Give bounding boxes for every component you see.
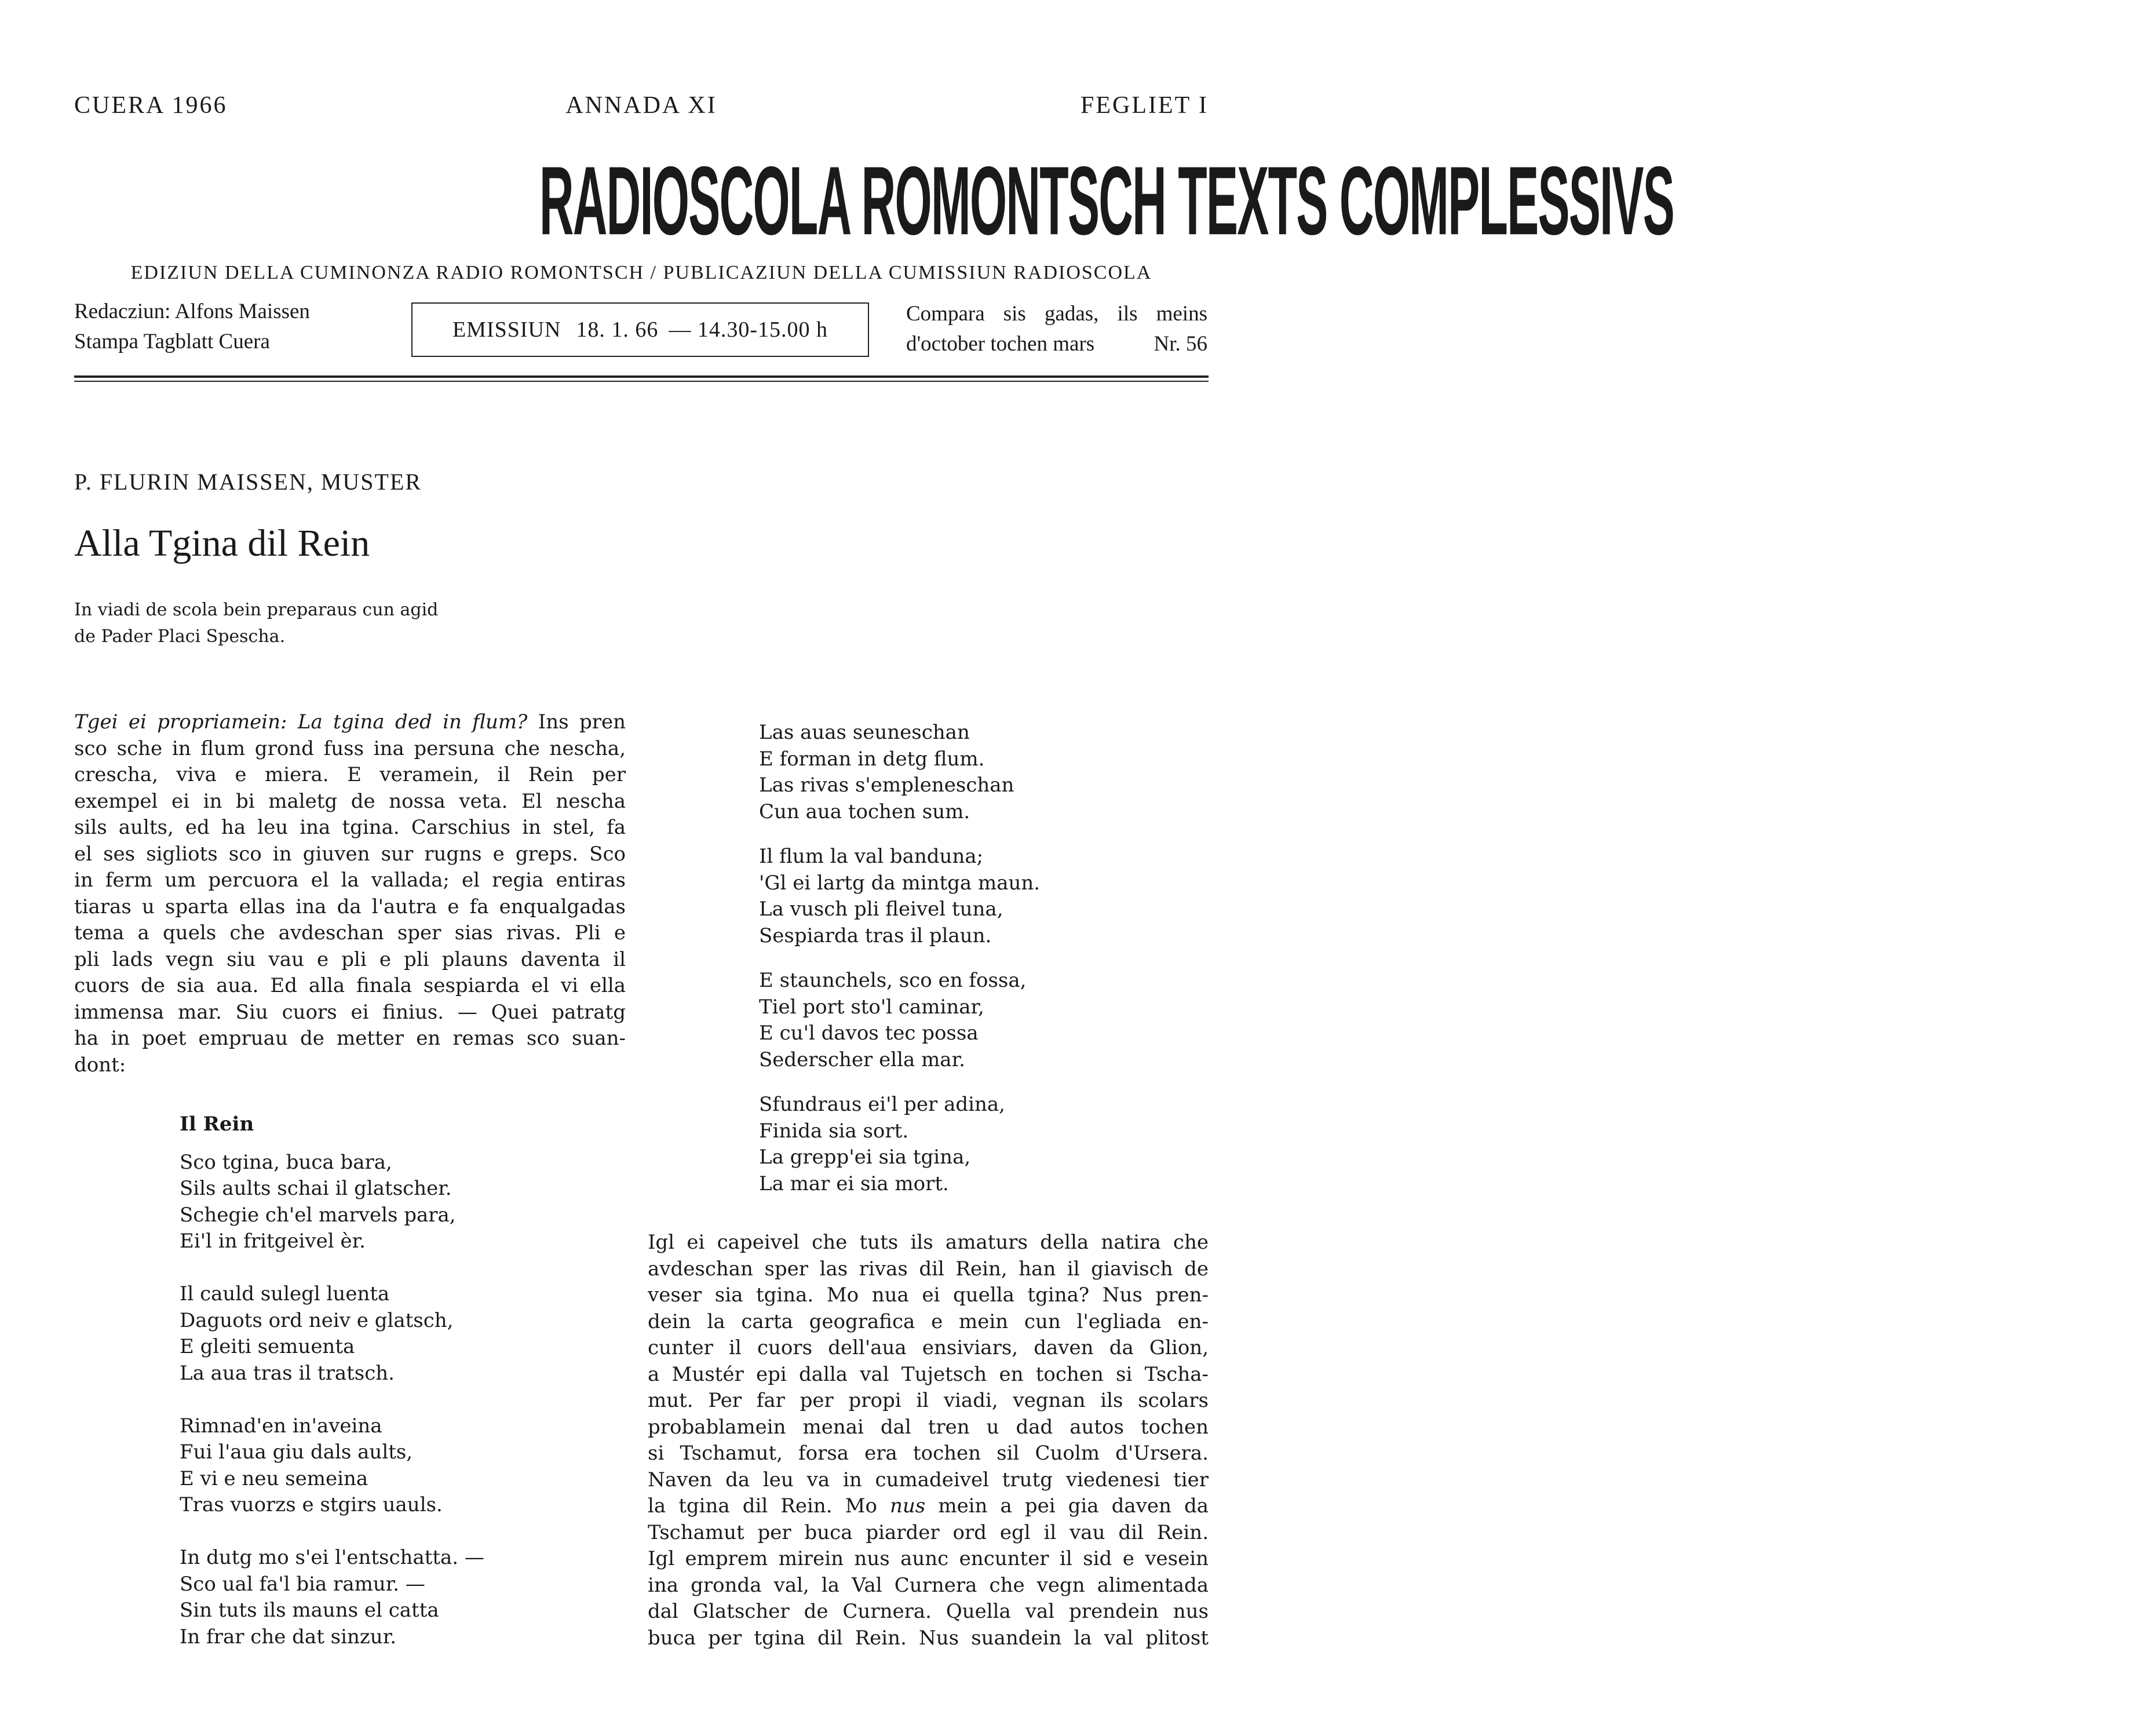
article-title: Alla Tgina dil Rein bbox=[74, 522, 370, 564]
intro-line: ha in poet empruau de metter en remas sco suan- bbox=[74, 1027, 626, 1050]
intro-line: sils aults, ed ha leu ina tgina. Carschius in stel, fa bbox=[74, 816, 626, 839]
poem-stanza bbox=[759, 968, 1040, 1073]
intro-first-rest: Ins pren bbox=[527, 710, 626, 734]
emission-label: EMISSIUN bbox=[452, 318, 561, 342]
poem-verse: In frar che dat sinzur. bbox=[180, 1625, 397, 1649]
emission-date: 18. 1. 66 bbox=[576, 318, 659, 342]
poem-verse: Daguots ord neiv e glatsch, bbox=[180, 1308, 454, 1332]
frequency-text-2: d'october tochen mars bbox=[906, 332, 1095, 356]
poem-verse: E staunchels, sco en fossa, bbox=[759, 969, 1027, 992]
poem-stanza bbox=[759, 844, 1040, 949]
intro-question: Tgei ei propriamein: La tgina ded in flum? bbox=[74, 710, 528, 734]
print-line: Stampa Tagblatt Cuera bbox=[74, 330, 270, 353]
frequency-text-1: Compara sis gadas, ils meins bbox=[906, 302, 1207, 326]
place-year: CUERA 1966 bbox=[74, 92, 228, 119]
poem-verse: Tras vuorzs e stgirs uauls. bbox=[180, 1493, 443, 1516]
poem-verse: Tiel port sto'l caminar, bbox=[759, 995, 984, 1019]
poem-verse: Sederscher ella mar. bbox=[759, 1048, 965, 1071]
continuation-line: ina gronda val, la Val Curnera che vegn alimentada bbox=[648, 1573, 1209, 1597]
masthead-topline bbox=[74, 92, 1209, 126]
intro-line: in ferm um percuora el la vallada; el regia entiras bbox=[74, 869, 626, 892]
poem-verse: Il flum la val banduna; bbox=[759, 845, 984, 868]
intro-line: tiaras u sparta ellas ina da l'autra e fa enqualgadas bbox=[74, 895, 626, 918]
poem-verse: Fui l'aua giu dals aults, bbox=[180, 1440, 413, 1464]
poem-verse: E gleiti semuenta bbox=[180, 1335, 355, 1358]
continuation-line: mut. Per far per propi il viadi, vegnan ils scolars bbox=[648, 1389, 1209, 1412]
intro-paragraph bbox=[74, 709, 626, 1078]
intro-line: crescha, viva e miera. E veramein, il Rein per bbox=[74, 763, 626, 786]
masthead-title-text: RADIOSCOLA ROMONTSCH TEXTS COMPLESSIVS bbox=[539, 145, 1674, 256]
frequency-info bbox=[906, 299, 1207, 359]
frequency-row-1 bbox=[906, 299, 1207, 329]
continuation-line: veser sia tgina. Mo nua ei quella tgina? Nus pren- bbox=[648, 1283, 1209, 1307]
poem-part-two bbox=[759, 720, 1040, 1197]
poem-verse: E cu'l davos tec possa bbox=[759, 1022, 979, 1045]
poem-verse: Rimnad'en in'aveina bbox=[180, 1414, 382, 1438]
poem-verse: Finida sia sort. bbox=[759, 1119, 909, 1143]
continuation-paragraph bbox=[648, 1230, 1209, 1651]
continuation-line: a Mustér epi dalla val Tujetsch en tochen si Tscha- bbox=[648, 1362, 1209, 1386]
poem-verse: Cun aua tochen sum. bbox=[759, 800, 970, 823]
continuation-line: cunter il cuors dell'aua ensiviars, daven da Glion, bbox=[648, 1336, 1209, 1359]
continuation-line: Naven da leu va in cumadeivel trutg viedenesi tier bbox=[648, 1468, 1209, 1491]
emission-time: — 14.30-15.00 h bbox=[669, 318, 828, 342]
poem-verse: La grepp'ei sia tgina, bbox=[759, 1146, 971, 1169]
header-rule-thick bbox=[74, 375, 1209, 378]
poem-verse: La vusch pli fleivel tuna, bbox=[759, 898, 1003, 921]
poem-stanza bbox=[180, 1281, 484, 1387]
volume-label: ANNADA XI bbox=[565, 92, 717, 119]
intro-line: cuors de sia aua. Ed alla finala sespiarda el vi ella bbox=[74, 974, 626, 997]
header-rule-thin bbox=[74, 381, 1209, 382]
edition-line: EDIZIUN DELLA CUMINONZA RADIO ROMONTSCH / PUBLICAZIUN DELLA CUMISSIUN RADIOSCOLA bbox=[130, 262, 1152, 283]
continuation-line: Tschamut per buca piarder ord egl il vau dil Rein. bbox=[648, 1520, 1209, 1544]
poem-verse: Las rivas s'empleneschan bbox=[759, 774, 1014, 797]
poem-verse: Ei'l in fritgeivel èr. bbox=[180, 1230, 366, 1253]
poem-verse: Schegie ch'el marvels para, bbox=[180, 1203, 456, 1227]
intro-line: el ses sigliots sco in giuven sur rugns e greps. Sco bbox=[74, 842, 626, 866]
poem-verse: Las auas seuneschan bbox=[759, 721, 970, 744]
intro-line-first bbox=[74, 709, 626, 736]
poem-stanza bbox=[759, 720, 1040, 825]
poem-verse: Sin tuts ils mauns el catta bbox=[180, 1599, 439, 1622]
continuation-line: Igl ei capeivel che tuts ils amaturs della natira che bbox=[648, 1231, 1209, 1254]
poem-verse: Sespiarda tras il plaun. bbox=[759, 924, 992, 947]
poem-stanza bbox=[180, 1150, 484, 1255]
subtitle-line: In viadi de scola bein preparaus cun agid bbox=[74, 600, 439, 620]
frequency-row-2 bbox=[906, 329, 1207, 359]
intro-line: dont: bbox=[74, 1053, 126, 1077]
article-subtitle bbox=[74, 597, 438, 650]
issue-count: Nr. 56 bbox=[1154, 332, 1207, 356]
continuation-line-mixed bbox=[648, 1493, 1209, 1520]
poem-verse: La mar ei sia mort. bbox=[759, 1172, 949, 1195]
emphasis-word: nus bbox=[890, 1494, 926, 1518]
poem-verse: Sco ual fa'l bia ramur. — bbox=[180, 1572, 425, 1596]
subtitle-line: de Pader Placi Spescha. bbox=[74, 626, 286, 647]
poem-verse: Sco tgina, buca bara, bbox=[180, 1150, 392, 1174]
poem-stanza bbox=[180, 1413, 484, 1519]
poem-stanza bbox=[759, 1092, 1040, 1197]
article-author: P. FLURIN MAISSEN, MUSTER bbox=[74, 469, 422, 495]
intro-line: sco sche in flum grond fuss ina persuna che nescha, bbox=[74, 736, 626, 760]
poem-part-one bbox=[180, 1111, 484, 1650]
continuation-line: dal Glatscher de Curnera. Quella val prendein nus bbox=[648, 1600, 1209, 1623]
poem-verse: E forman in detg flum. bbox=[759, 747, 985, 771]
intro-line: immensa mar. Siu cuors ei finius. — Quei patratg bbox=[74, 1000, 626, 1024]
continuation-line: probablamein menai dal tren u dad autos tochen bbox=[648, 1415, 1209, 1439]
poem-verse: Sfundraus ei'l per adina, bbox=[759, 1093, 1005, 1116]
poem-verse: Il cauld sulegl luenta bbox=[180, 1282, 390, 1305]
emission-box bbox=[411, 302, 869, 357]
masthead-title bbox=[74, 145, 1674, 256]
intro-line: tema a quels che avdeschan sper sias rivas. Pli e bbox=[74, 921, 626, 944]
continuation-line: Igl emprem mirein nus aunc encunter il sid e vesein bbox=[648, 1547, 1209, 1570]
redaction-line: Redacziun: Alfons Maissen bbox=[74, 300, 310, 323]
continuation-fragment: mein a pei gia daven da bbox=[925, 1494, 1209, 1518]
poem-stanza bbox=[180, 1545, 484, 1650]
intro-line: exempel ei in bi maletg de nossa veta. El nescha bbox=[74, 789, 626, 813]
poem-verse: Sils aults schai il glatscher. bbox=[180, 1177, 452, 1200]
poem-verse: E vi e neu semeina bbox=[180, 1467, 368, 1490]
publisher-info bbox=[74, 297, 310, 357]
intro-line: pli lads vegn siu vau e pli e pli plauns daventa il bbox=[74, 947, 626, 971]
issue-number: FEGLIET I bbox=[1080, 92, 1209, 119]
continuation-fragment: la tgina dil Rein. Mo bbox=[648, 1494, 890, 1518]
continuation-line: avdeschan sper las rivas dil Rein, han il giavisch de bbox=[648, 1257, 1209, 1281]
poem-title: Il Rein bbox=[180, 1113, 254, 1136]
continuation-line: buca per tgina dil Rein. Nus suandein la val plitost bbox=[648, 1626, 1209, 1650]
poem-verse: In dutg mo s'ei l'entschatta. — bbox=[180, 1546, 484, 1569]
poem-verse: 'Gl ei lartg da mintga maun. bbox=[759, 871, 1041, 895]
continuation-line: dein la carta geografica e mein cun l'egliada en- bbox=[648, 1310, 1209, 1333]
continuation-line: si Tschamut, forsa era tochen sil Cuolm d'Ursera. bbox=[648, 1442, 1209, 1465]
poem-verse: La aua tras il tratsch. bbox=[180, 1361, 395, 1385]
